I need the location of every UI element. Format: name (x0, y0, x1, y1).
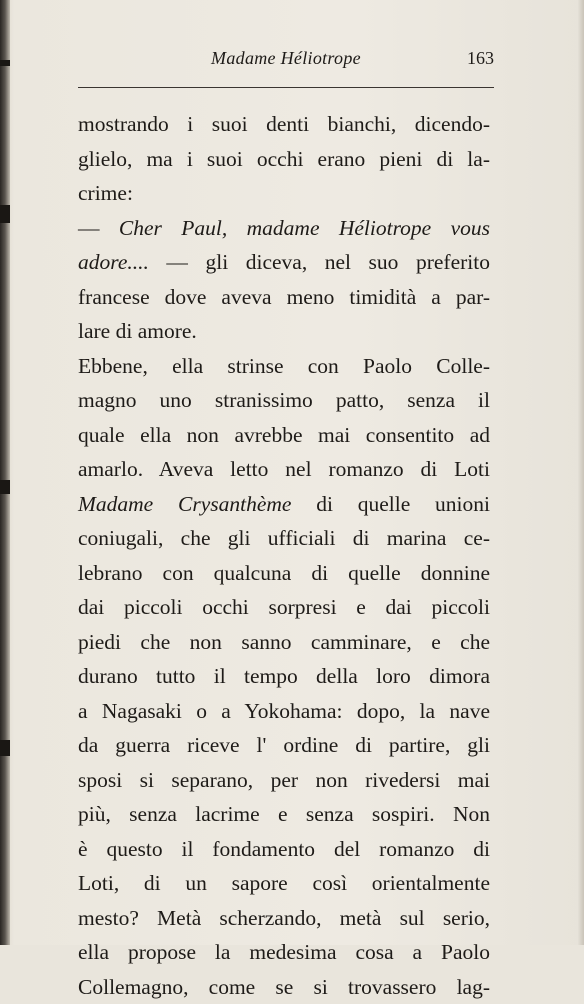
page-right-edge (578, 0, 584, 945)
text-segment: crime: (78, 181, 133, 205)
text-segment: lebrano con qualcuna di quelle donnine (78, 561, 490, 585)
text-line (78, 280, 490, 315)
text-segment: Collemagno, come se si trovassero lag- (78, 975, 490, 999)
italic-text: adore.... (78, 250, 149, 274)
binding-mark (0, 480, 10, 494)
text-line (78, 970, 490, 1004)
text-line (78, 521, 490, 556)
text-segment: coniugali, che gli ufficiali di marina ce- (78, 526, 490, 550)
text-line (78, 797, 490, 832)
text-segment: ella propose la medesima cosa a Paolo (78, 940, 490, 964)
body-text (78, 107, 490, 1004)
text-segment: amarlo. Aveva letto nel romanzo di Loti (78, 457, 490, 481)
text-line (78, 659, 490, 694)
text-line (78, 452, 490, 487)
text-segment: durano tutto il tempo della loro dimora (78, 664, 490, 688)
text-line (78, 418, 490, 453)
text-line (78, 763, 490, 798)
text-segment: magno uno stranissimo patto, senza il (78, 388, 490, 412)
text-line (78, 556, 490, 591)
text-line (78, 176, 490, 211)
text-segment: è questo il fondamento del romanzo di (78, 837, 490, 861)
text-segment: mostrando i suoi denti bianchi, dicendo- (78, 112, 490, 136)
text-segment: piedi che non sanno camminare, e che (78, 630, 490, 654)
text-line (78, 211, 490, 246)
text-segment: — (78, 216, 119, 240)
text-segment: a Nagasaki o a Yokohama: dopo, la nave (78, 699, 490, 723)
text-segment: di quelle unioni (291, 492, 490, 516)
text-line (78, 866, 490, 901)
text-line (78, 832, 490, 867)
text-segment: da guerra riceve l' ordine di partire, gli (78, 733, 490, 757)
page-header (78, 48, 494, 78)
text-line (78, 107, 490, 142)
text-line (78, 245, 490, 280)
text-line (78, 349, 490, 384)
text-segment: Ebbene, ella strinse con Paolo Colle- (78, 354, 490, 378)
text-line (78, 728, 490, 763)
text-segment: quale ella non avrebbe mai consentito ad (78, 423, 490, 447)
text-line (78, 901, 490, 936)
header-rule (78, 87, 494, 88)
text-segment: — gli diceva, nel suo preferito (149, 250, 490, 274)
text-segment: glielo, ma i suoi occhi erano pieni di la- (78, 147, 490, 171)
binding-mark (0, 205, 10, 223)
text-line (78, 590, 490, 625)
text-segment: francese dove aveva meno timidità a par- (78, 285, 490, 309)
running-title: Madame Héliotrope (78, 48, 494, 69)
italic-text: Madame Crysanthème (78, 492, 291, 516)
binding-mark (0, 60, 10, 66)
italic-text: Cher Paul, madame Héliotrope vous (119, 216, 490, 240)
text-segment: lare di amore. (78, 319, 197, 343)
text-line (78, 625, 490, 660)
page-number: 163 (467, 48, 494, 69)
text-segment: più, senza lacrime e senza sospiri. Non (78, 802, 490, 826)
text-segment: mesto? Metà scherzando, metà sul serio, (78, 906, 490, 930)
text-line (78, 935, 490, 970)
text-line (78, 314, 490, 349)
text-line (78, 142, 490, 177)
page-binding-edge (0, 0, 10, 945)
text-line (78, 487, 490, 522)
text-segment: Loti, di un sapore così orientalmente (78, 871, 490, 895)
binding-mark (0, 740, 10, 756)
text-line (78, 694, 490, 729)
text-segment: sposi si separano, per non rivedersi mai (78, 768, 490, 792)
text-segment: dai piccoli occhi sorpresi e dai piccoli (78, 595, 490, 619)
text-line (78, 383, 490, 418)
